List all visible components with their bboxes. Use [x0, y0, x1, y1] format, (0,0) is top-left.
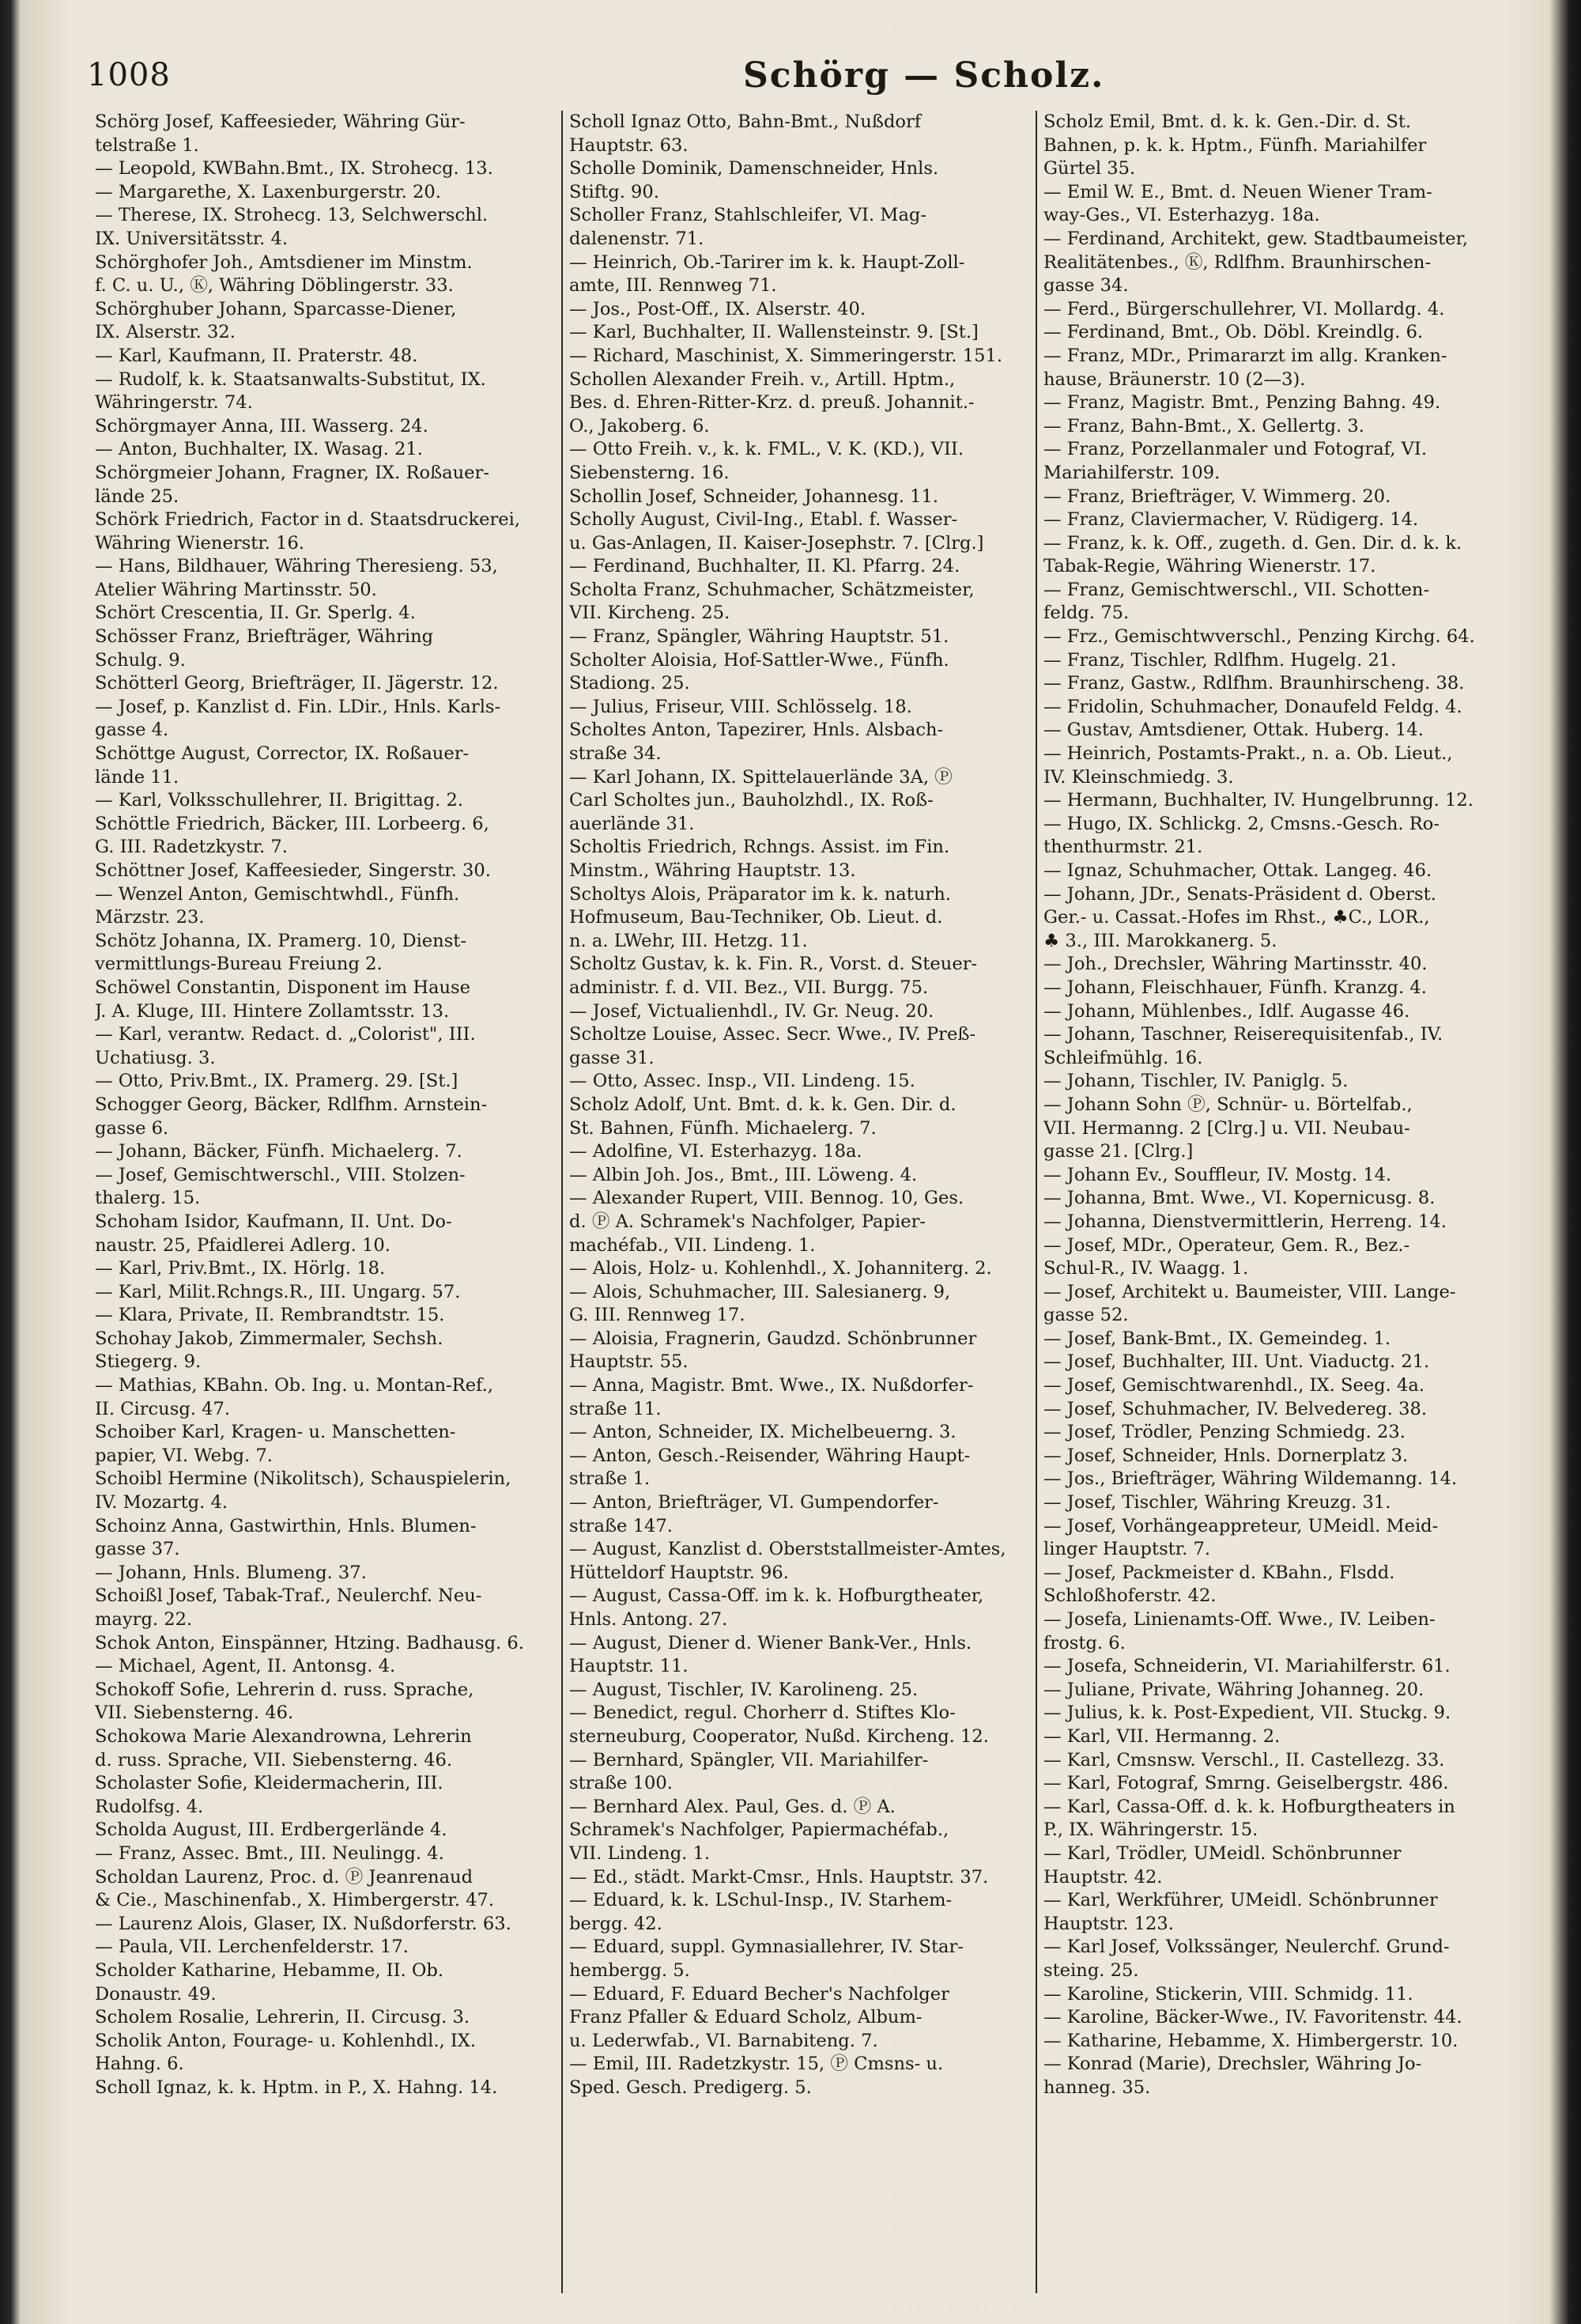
entry-line: — Karl, Priv.Bmt., IX. Hörlg. 18.	[95, 1258, 386, 1279]
entry-line: — Bernhard Alex. Paul, Ges. d. Ⓟ A.	[569, 1796, 896, 1817]
entry-line: Scholtz Gustav, k. k. Fin. R., Vorst. d. Steuer-	[569, 954, 978, 975]
entry-line: Schleifmühlg. 16.	[1043, 1047, 1203, 1068]
entry-line: Schollin Josef, Schneider, Johannesg. 11.	[569, 486, 939, 507]
entry-line: VII. Lindeng. 1.	[569, 1842, 711, 1864]
entry-line: — Karl, Kaufmann, II. Praterstr. 48.	[95, 345, 418, 366]
entry-line: — Franz, Gastw., Rdlfhm. Braunhirscheng. 38.	[1043, 673, 1465, 694]
entry-line: — August, Diener d. Wiener Bank-Ver., Hnls.	[569, 1632, 972, 1653]
entry-line: Hauptstr. 63.	[569, 134, 689, 156]
entry-line: — Josef, Schuhmacher, IV. Belvedereg. 38.	[1043, 1398, 1428, 1419]
entry-line: Scholik Anton, Fourage- u. Kohlenhdl., IX.	[95, 2030, 477, 2051]
entry-line: IV. Mozartg. 4.	[95, 1492, 228, 1513]
entry-line: ♣ 3., III. Marokkanerg. 5.	[1043, 930, 1277, 951]
entry-line: — Josef, Trödler, Penzing Schmiedg. 23.	[1043, 1422, 1406, 1443]
entry-line: — Josef, Architekt u. Baumeister, VIII. Lange-	[1043, 1281, 1456, 1302]
entry-line: Scholda August, III. Erdbergerlände 4.	[95, 1820, 447, 1841]
entry-line: steing. 25.	[1043, 1959, 1139, 1981]
entry-line: Atelier Währing Martinsstr. 50.	[95, 579, 377, 600]
entry-line: — Anton, Schneider, IX. Michelbeuerng. 3.	[569, 1422, 957, 1443]
entry-line: — Franz, Assec. Bmt., III. Neulingg. 4.	[95, 1842, 444, 1864]
entry-line: straße 11.	[569, 1398, 662, 1419]
entry-line: u. Lederwfab., VI. Barnabiteng. 7.	[569, 2030, 878, 2051]
entry-line: Schoinz Anna, Gastwirthin, Hnls. Blumen-	[95, 1515, 477, 1536]
entry-line: bergg. 42.	[569, 1913, 662, 1934]
entry-line: Scholtze Louise, Assec. Secr. Wwe., IV. Preß-	[569, 1024, 976, 1045]
entry-line: Schöttner Josef, Kaffeesieder, Singerstr. 30.	[95, 860, 491, 881]
entry-line: Schogger Georg, Bäcker, Rdlfhm. Arnstein-	[95, 1094, 488, 1115]
entry-line: straße 100.	[569, 1773, 673, 1794]
entry-line: — Frz., Gemischtwverschl., Penzing Kirchg. 64.	[1043, 626, 1475, 648]
entry-line: — Eduard, k. k. LSchul-Insp., IV. Starhem-	[569, 1890, 953, 1911]
entry-line: — Karl, VII. Hermanng. 2.	[1043, 1725, 1281, 1747]
entry-line: f. C. u. U., Ⓚ, Währing Döblingerstr. 33.	[95, 275, 454, 297]
entry-line: Schoiber Karl, Kragen- u. Manschetten-	[95, 1422, 456, 1443]
entry-line: Schoibl Hermine (Nikolitsch), Schauspielerin,	[95, 1468, 511, 1490]
entry-line: — Ferdinand, Buchhalter, II. Kl. Pfarrg. 24.	[569, 556, 960, 577]
entry-line: Scholaster Sofie, Kleidermacherin, III.	[95, 1773, 443, 1794]
entry-line: Hütteldorf Hauptstr. 96.	[569, 1562, 789, 1583]
entry-line: — August, Kanzlist d. Oberststallmeister-Amtes,	[569, 1539, 1006, 1560]
entry-line: — Julius, k. k. Post-Expedient, VII. Stuckg. 9.	[1043, 1702, 1451, 1724]
running-head: Schörg — Scholz.	[743, 55, 1105, 96]
entry-line: — Anton, Buchhalter, IX. Wasag. 21.	[95, 439, 423, 460]
entry-line: vermittlungs-Bureau Freiung 2.	[95, 954, 383, 975]
entry-line: — Josef, Buchhalter, III. Unt. Viaductg. 21.	[1043, 1351, 1430, 1373]
entry-line: — Karl, Volksschullehrer, II. Brigittag. 2.	[95, 790, 463, 811]
entry-line: — Franz, Bahn-Bmt., X. Gellertg. 3.	[1043, 415, 1364, 436]
entry-line: telstraße 1.	[95, 134, 199, 156]
entry-line: G. III. Rennweg 17.	[569, 1305, 745, 1326]
entry-line: Tabak-Regie, Währing Wienerstr. 17.	[1043, 556, 1376, 577]
entry-line: II. Circusg. 47.	[95, 1398, 231, 1419]
entry-line: — Karl, Trödler, UMeidl. Schönbrunner	[1043, 1842, 1402, 1864]
entry-line: Stiftg. 90.	[569, 181, 659, 202]
entry-line: dalenenstr. 71.	[569, 228, 704, 249]
entry-line: Scholter Aloisia, Hof-Sattler-Wwe., Fünfh.	[569, 649, 949, 671]
entry-line: — August, Tischler, IV. Karolineng. 25.	[569, 1679, 919, 1700]
entry-line: — Therese, IX. Strohecg. 13, Selchwerschl.	[95, 205, 489, 226]
entry-line: Minstm., Währing Hauptstr. 13.	[569, 860, 856, 881]
entry-line: — Margarethe, X. Laxenburgerstr. 20.	[95, 181, 441, 202]
entry-line: G. III. Radetzkystr. 7.	[95, 837, 288, 858]
entry-line: — Anton, Gesch.-Reisender, Währing Haupt-	[569, 1445, 971, 1466]
entry-line: lände 11.	[95, 766, 179, 788]
entry-line: Hauptstr. 123.	[1043, 1913, 1174, 1934]
entry-line: Siebensterng. 16.	[569, 462, 730, 483]
entry-line: — Johann Sohn Ⓟ, Schnür- u. Börtelfab.,	[1043, 1094, 1413, 1115]
entry-line: Scholly August, Civil-Ing., Etabl. f. Wasser-	[569, 509, 958, 531]
entry-line: Gürtel 35.	[1043, 158, 1136, 179]
entry-line: — Karoline, Bäcker-Wwe., IV. Favoritenstr. 44.	[1043, 2007, 1462, 2028]
entry-line: — Karl, Cmsnsw. Verschl., II. Castellezg. 33.	[1043, 1749, 1445, 1770]
entry-line: P., IX. Währingerstr. 15.	[1043, 1820, 1258, 1841]
entry-line: Mariahilferstr. 109.	[1043, 462, 1221, 483]
entry-line: — Leopold, KWBahn.Bmt., IX. Strohecg. 13.	[95, 158, 493, 179]
entry-line: papier, VI. Webg. 7.	[95, 1445, 273, 1466]
entry-line: u. Gas-Anlagen, II. Kaiser-Josephstr. 7. [Clrg.]	[569, 532, 984, 554]
entry-line: — Johann, Taschner, Reiserequisitenfab., IV.	[1043, 1024, 1443, 1045]
entry-line: Carl Scholtes jun., Bauholzhdl., IX. Roß-	[569, 790, 934, 811]
entry-line: — Richard, Maschinist, X. Simmeringerstr. 151.	[569, 345, 1003, 366]
entry-line: Scholl Ignaz, k. k. Hptm. in P., X. Hahng. 14.	[95, 2076, 498, 2098]
entry-line: — Josef, Tischler, Währing Kreuzg. 31.	[1043, 1492, 1391, 1513]
entry-line: Stadiong. 25.	[569, 673, 690, 694]
entry-line: Scholder Katharine, Hebamme, II. Ob.	[95, 1959, 444, 1981]
entry-line: Schörgmayer Anna, III. Wasserg. 24.	[95, 415, 428, 436]
entry-line: — Johann Ev., Souffleur, IV. Mostg. 14.	[1043, 1164, 1392, 1185]
entry-line: Bahnen, p. k. k. Hptm., Fünfh. Mariahilfer	[1043, 134, 1427, 156]
entry-line: — Josef, Schneider, Hnls. Dornerplatz 3.	[1043, 1445, 1409, 1466]
entry-line: — Albin Joh. Jos., Bmt., III. Löweng. 4.	[569, 1164, 918, 1185]
entry-line: Schoißl Josef, Tabak-Traf., Neulerchf. Neu-	[95, 1585, 482, 1607]
entry-line: auerlände 31.	[569, 813, 695, 834]
entry-line: thenthurmstr. 21.	[1043, 837, 1203, 858]
entry-line: — Joh., Drechsler, Währing Martinsstr. 40.	[1043, 954, 1428, 975]
entry-line: — Alois, Holz- u. Kohlenhdl., X. Johanniterg. 2.	[569, 1258, 992, 1279]
entry-line: Hofmuseum, Bau-Techniker, Ob. Lieut. d.	[569, 907, 943, 928]
column-left	[89, 111, 563, 2293]
entry-line: Schörgmeier Johann, Fragner, IX. Roßauer-	[95, 462, 489, 483]
entry-line: Donaustr. 49.	[95, 1983, 217, 2005]
entry-line: feldg. 75.	[1043, 603, 1130, 624]
entry-line: gasse 6.	[95, 1117, 169, 1139]
entry-line: Scholtys Alois, Präparator im k. k. naturh.	[569, 883, 951, 905]
entry-line: — Otto Freih. v., k. k. FML., V. K. (KD.), VII.	[569, 439, 964, 460]
entry-line: Ger.- u. Cassat.-Hofes im Rhst., ♣C., LOR.,	[1043, 907, 1430, 928]
entry-line: — Josef, Packmeister d. KBahn., Flsdd.	[1043, 1562, 1395, 1583]
entry-line: — Franz, Porzellanmaler und Fotograf, VI.	[1043, 439, 1428, 460]
entry-line: Schokoff Sofie, Lehrerin d. russ. Sprache,	[95, 1679, 474, 1700]
entry-line: sterneuburg, Cooperator, Nußd. Kircheng. 12.	[569, 1725, 989, 1747]
entry-line: — Franz, Spängler, Währing Hauptstr. 51.	[569, 626, 949, 648]
entry-line: — Josefa, Schneiderin, VI. Mariahilferstr. 61.	[1043, 1656, 1451, 1677]
entry-line: IV. Kleinschmiedg. 3.	[1043, 766, 1234, 788]
entry-line: Scholz Adolf, Unt. Bmt. d. k. k. Gen. Dir. d.	[569, 1094, 957, 1115]
entry-line: — Alois, Schuhmacher, III. Salesianerg. 9,	[569, 1281, 951, 1302]
column-middle	[563, 111, 1037, 2293]
entry-line: — Anton, Briefträger, VI. Gumpendorfer-	[569, 1492, 939, 1513]
entry-line: — Klara, Private, II. Rembrandtstr. 15.	[95, 1305, 445, 1326]
entry-line: thalerg. 15.	[95, 1188, 201, 1209]
entry-line: — Heinrich, Postamts-Prakt., n. a. Ob. Lieut.,	[1043, 743, 1453, 765]
entry-line: — Hermann, Buchhalter, IV. Hungelbrunng. 12.	[1043, 790, 1473, 811]
entry-line: — Johann, JDr., Senats-Präsident d. Oberst.	[1043, 883, 1436, 905]
entry-line: — Karl, Fotograf, Smrng. Geiselbergstr. 486.	[1043, 1773, 1449, 1794]
entry-line: — Hugo, IX. Schlickg. 2, Cmsns.-Gesch. Ro-	[1043, 813, 1440, 834]
entry-line: Schötterl Georg, Briefträger, II. Jägerstr. 12.	[95, 673, 499, 694]
entry-line: Hnls. Antong. 27.	[569, 1609, 728, 1630]
entry-line: gasse 4.	[95, 720, 169, 741]
entry-line: — Johanna, Dienstvermittlerin, Herreng. 14.	[1043, 1211, 1447, 1232]
entry-line: — August, Cassa-Off. im k. k. Hofburgtheater,	[569, 1585, 984, 1607]
entry-line: Schulg. 9.	[95, 649, 186, 671]
entry-line: St. Bahnen, Fünfh. Michaelerg. 7.	[569, 1117, 877, 1139]
entry-line: — Mathias, KBahn. Ob. Ing. u. Montan-Ref.,	[95, 1375, 493, 1396]
entry-line: Scholtis Friedrich, Rchngs. Assist. im Fin.	[569, 837, 950, 858]
column-right	[1037, 111, 1511, 2293]
entry-line: gasse 34.	[1043, 275, 1129, 297]
entry-line: Währingerstr. 74.	[95, 392, 253, 414]
entry-line: — Josef, Victualienhdl., IV. Gr. Neug. 20.	[569, 1000, 934, 1022]
entry-line: way-Ges., VI. Esterhazyg. 18a.	[1043, 205, 1320, 226]
entry-line: Stiegerg. 9.	[95, 1351, 202, 1373]
entry-line: — Johann, Mühlenbes., Idlf. Augasse 46.	[1043, 1000, 1410, 1022]
entry-line: Uchatiusg. 3.	[95, 1047, 216, 1068]
entry-line: Schollen Alexander Freih. v., Artill. Hptm.,	[569, 368, 956, 390]
entry-line: naustr. 25, Pfaidlerei Adlerg. 10.	[95, 1234, 391, 1256]
entry-line: — Emil, III. Radetzkystr. 15, Ⓟ Cmsns- u.	[569, 2054, 944, 2075]
entry-line: straße 147.	[569, 1515, 673, 1536]
entry-line: Scholl Ignaz Otto, Bahn-Bmt., Nußdorf	[569, 111, 922, 132]
directory-columns	[89, 111, 1511, 2293]
entry-line: Schöttle Friedrich, Bäcker, III. Lorbeerg. 6,	[95, 813, 489, 834]
entry-line: frostg. 6.	[1043, 1632, 1126, 1653]
entry-line: — Johann, Bäcker, Fünfh. Michaelerg. 7.	[95, 1141, 462, 1162]
entry-line: gasse 31.	[569, 1047, 655, 1068]
entry-line: — Ferd., Bürgerschullehrer, VI. Mollardg. 4.	[1043, 298, 1445, 319]
entry-line: — Juliane, Private, Währing Johanneg. 20.	[1043, 1679, 1424, 1700]
entry-line: — Karl, Milit.Rchngs.R., III. Ungarg. 57.	[95, 1281, 461, 1302]
entry-line: — Otto, Assec. Insp., VII. Lindeng. 15.	[569, 1071, 915, 1092]
entry-line: Währing Wienerstr. 16.	[95, 532, 304, 554]
entry-line: Hahng. 6.	[95, 2054, 184, 2075]
entry-line: Scholta Franz, Schuhmacher, Schätzmeister,	[569, 579, 975, 600]
entry-line: — Fridolin, Schuhmacher, Donaufeld Feldg. 4.	[1043, 696, 1462, 717]
entry-line: — Karl Johann, IX. Spittelauerlände 3A, Ⓟ	[569, 766, 953, 788]
entry-line: VII. Kircheng. 25.	[569, 603, 730, 624]
entry-line: — Karl, Buchhalter, II. Wallensteinstr. 9. [St.]	[569, 322, 979, 343]
entry-line: — Johann, Fleischhauer, Fünfh. Kranzg. 4.	[1043, 977, 1427, 998]
entry-line: — Karl, Werkführer, UMeidl. Schönbrunner	[1043, 1890, 1438, 1911]
entry-line: hembergg. 5.	[569, 1959, 690, 1981]
entry-line: hause, Bräunerstr. 10 (2—3).	[1043, 368, 1306, 390]
page-number: 1008	[87, 57, 171, 93]
entry-line: — Johann, Hnls. Blumeng. 37.	[95, 1562, 367, 1583]
entry-line: mayrg. 22.	[95, 1609, 193, 1630]
entry-line: — Konrad (Marie), Drechsler, Währing Jo-	[1043, 2054, 1422, 2075]
entry-line: — Eduard, suppl. Gymnasiallehrer, IV. Star-	[569, 1937, 964, 1958]
entry-line: Schok Anton, Einspänner, Htzing. Badhausg. 6.	[95, 1632, 524, 1653]
entry-line: straße 34.	[569, 743, 662, 765]
entry-line: gasse 52.	[1043, 1305, 1129, 1326]
entry-line: lände 25.	[95, 486, 179, 507]
entry-line: — Karl, Cassa-Off. d. k. k. Hofburgtheaters in	[1043, 1796, 1455, 1817]
entry-line: — Bernhard, Spängler, VII. Mariahilfer-	[569, 1749, 929, 1770]
entry-line: Schörg Josef, Kaffeesieder, Währing Gür-	[95, 111, 466, 132]
entry-line: — Karl Josef, Volkssänger, Neulerchf. Grund-	[1043, 1937, 1450, 1958]
entry-line: — Josef, Gemischtwarenhdl., IX. Seeg. 4a.	[1043, 1375, 1425, 1396]
entry-line: Scholz Emil, Bmt. d. k. k. Gen.-Dir. d. St.	[1043, 111, 1412, 132]
page-header	[87, 49, 1510, 104]
entry-line: Schötz Johanna, IX. Pramerg. 10, Dienst-	[95, 930, 467, 951]
entry-line: — Jos., Post-Off., IX. Alserstr. 40.	[569, 298, 866, 319]
entry-line: — Julius, Friseur, VIII. Schlösselg. 18.	[569, 696, 912, 717]
entry-line: Franz Pfaller & Eduard Scholz, Album-	[569, 2007, 923, 2028]
entry-line: — Gustav, Amtsdiener, Ottak. Huberg. 14.	[1043, 720, 1424, 741]
entry-line: — Wenzel Anton, Gemischtwhdl., Fünfh.	[95, 883, 460, 905]
entry-line: — Hans, Bildhauer, Währing Theresieng. 53,	[95, 556, 498, 577]
entry-line: gasse 37.	[95, 1539, 180, 1560]
entry-line: Märzstr. 23.	[95, 907, 205, 928]
entry-line: IX. Universitätsstr. 4.	[95, 228, 289, 249]
entry-line: VII. Hermanng. 2 [Clrg.] u. VII. Neubau-	[1043, 1117, 1410, 1139]
entry-line: Schloßhoferstr. 42.	[1043, 1585, 1217, 1607]
entry-line: — Jos., Briefträger, Währing Wildemanng. 14.	[1043, 1468, 1458, 1490]
entry-line: — Josef, Bank-Bmt., IX. Gemeindeg. 1.	[1043, 1328, 1391, 1349]
entry-line: — Franz, k. k. Off., zugeth. d. Gen. Dir. d. k. k.	[1043, 532, 1462, 554]
entry-line: — Anna, Magistr. Bmt. Wwe., IX. Nußdorfer-	[569, 1375, 974, 1396]
entry-line: Scholler Franz, Stahlschleifer, VI. Mag-	[569, 205, 927, 226]
entry-line: Sped. Gesch. Predigerg. 5.	[569, 2076, 812, 2098]
entry-line: — Franz, Gemischtwerschl., VII. Schotten-	[1043, 579, 1430, 600]
entry-line: Schörk Friedrich, Factor in d. Staatsdruckerei,	[95, 509, 521, 531]
entry-line: — Ignaz, Schuhmacher, Ottak. Langeg. 46.	[1043, 860, 1432, 881]
entry-line: Schösser Franz, Briefträger, Währing	[95, 626, 434, 648]
entry-line: — Laurenz Alois, Glaser, IX. Nußdorferstr. 63.	[95, 1913, 511, 1934]
entry-line: Rudolfsg. 4.	[95, 1796, 204, 1817]
entry-line: d. Ⓟ A. Schramek's Nachfolger, Papier-	[569, 1211, 926, 1232]
entry-line: Schöttge August, Corrector, IX. Roßauer-	[95, 743, 470, 765]
entry-line: — Heinrich, Ob.-Tarirer im k. k. Haupt-Zoll-	[569, 251, 965, 273]
entry-line: Scholem Rosalie, Lehrerin, II. Circusg. 3.	[95, 2007, 470, 2028]
entry-line: — Ed., städt. Markt-Cmsr., Hnls. Hauptstr. 37.	[569, 1866, 989, 1888]
entry-line: Realitätenbes., Ⓚ, Rdlfhm. Braunhirschen-	[1043, 251, 1432, 273]
entry-line: linger Hauptstr. 7.	[1043, 1539, 1210, 1560]
entry-line: — Aloisia, Fragnerin, Gaudzd. Schönbrunner	[569, 1328, 977, 1349]
entry-line: Hauptstr. 42.	[1043, 1866, 1163, 1888]
entry-line: Schört Crescentia, II. Gr. Sperlg. 4.	[95, 603, 416, 624]
entry-line: — Josef, p. Kanzlist d. Fin. LDir., Hnls. Karls-	[95, 696, 501, 717]
entry-line: — Paula, VII. Lerchenfelderstr. 17.	[95, 1937, 409, 1958]
entry-line: Bes. d. Ehren-Ritter-Krz. d. preuß. Johannit.-	[569, 392, 975, 414]
entry-line: Schörghuber Johann, Sparcasse-Diener,	[95, 298, 457, 319]
entry-line: Schramek's Nachfolger, Papiermachéfab.,	[569, 1820, 949, 1841]
entry-line: Schoham Isidor, Kaufmann, II. Unt. Do-	[95, 1211, 452, 1232]
entry-line: Scholtes Anton, Tapezirer, Hnls. Alsbach-	[569, 720, 944, 741]
entry-line: VII. Siebensterng. 46.	[95, 1702, 294, 1724]
entry-line: — Ferdinand, Architekt, gew. Stadtbaumeister,	[1043, 228, 1469, 249]
entry-line: n. a. LWehr, III. Hetzg. 11.	[569, 930, 808, 951]
entry-line: administr. f. d. VII. Bez., VII. Burgg. 75.	[569, 977, 929, 998]
entry-line: machéfab., VII. Lindeng. 1.	[569, 1234, 816, 1256]
entry-line: — Emil W. E., Bmt. d. Neuen Wiener Tram-	[1043, 181, 1432, 202]
entry-line: — Eduard, F. Eduard Becher's Nachfolger	[569, 1983, 949, 2005]
entry-line: & Cie., Maschinenfab., X. Himbergerstr. 47.	[95, 1890, 495, 1911]
entry-line: — Franz, Claviermacher, V. Rüdigerg. 14.	[1043, 509, 1419, 531]
entry-line: Scholdan Laurenz, Proc. d. Ⓟ Jeanrenaud	[95, 1866, 474, 1888]
entry-line: Schohay Jakob, Zimmermaler, Sechsh.	[95, 1328, 443, 1349]
entry-line: — Johanna, Bmt. Wwe., VI. Kopernicusg. 8.	[1043, 1188, 1436, 1209]
entry-line: — Rudolf, k. k. Staatsanwalts-Substitut, IX.	[95, 368, 486, 390]
entry-line: Scholle Dominik, Damenschneider, Hnls.	[569, 158, 939, 179]
entry-line: hanneg. 35.	[1043, 2076, 1151, 2098]
entry-line: — Josefa, Linienamts-Off. Wwe., IV. Leiben-	[1043, 1609, 1436, 1630]
entry-line: Schul-R., IV. Waagg. 1.	[1043, 1258, 1249, 1279]
entry-line: straße 1.	[569, 1468, 651, 1490]
entry-line: — Josef, MDr., Operateur, Gem. R., Bez.-	[1043, 1234, 1410, 1256]
entry-line: — Benedict, regul. Chorherr d. Stiftes Klo-	[569, 1702, 956, 1724]
entry-line: — Michael, Agent, II. Antonsg. 4.	[95, 1656, 396, 1677]
entry-line: Hauptstr. 11.	[569, 1656, 689, 1677]
entry-line: — Franz, MDr., Primararzt im allg. Kranken-	[1043, 345, 1447, 366]
entry-line: — Franz, Tischler, Rdlfhm. Hugelg. 21.	[1043, 649, 1397, 671]
entry-line: Schörghofer Joh., Amtsdiener im Minstm.	[95, 251, 473, 273]
entry-line: — Karoline, Stickerin, VIII. Schmidg. 11.	[1043, 1983, 1413, 2005]
entry-line: Schöwel Constantin, Disponent im Hause	[95, 977, 471, 998]
entry-line: Schokowa Marie Alexandrowna, Lehrerin	[95, 1725, 472, 1747]
entry-line: d. russ. Sprache, VII. Siebensterng. 46.	[95, 1749, 453, 1770]
entry-line: — Franz, Magistr. Bmt., Penzing Bahng. 49.	[1043, 392, 1441, 414]
entry-line: — Franz, Briefträger, V. Wimmerg. 20.	[1043, 486, 1391, 507]
entry-line: J. A. Kluge, III. Hintere Zollamtsstr. 13.	[95, 1000, 450, 1022]
entry-line: amte, III. Rennweg 71.	[569, 275, 777, 297]
entry-line: — Karl, verantw. Redact. d. „Colorist", III.	[95, 1024, 476, 1045]
entry-line: — Otto, Priv.Bmt., IX. Pramerg. 29. [St.]	[95, 1071, 458, 1092]
entry-line: — Adolfine, VI. Esterhazyg. 18a.	[569, 1141, 862, 1162]
entry-line: — Ferdinand, Bmt., Ob. Döbl. Kreindlg. 6.	[1043, 322, 1424, 343]
entry-line: — Johann, Tischler, IV. Paniglg. 5.	[1043, 1071, 1349, 1092]
entry-line: — Josef, Gemischtwerschl., VIII. Stolzen-	[95, 1164, 466, 1185]
entry-line: IX. Alserstr. 32.	[95, 322, 236, 343]
entry-line: — Josef, Vorhängeappreteur, UMeidl. Meid-	[1043, 1515, 1439, 1536]
entry-line: Hauptstr. 55.	[569, 1351, 689, 1373]
entry-line: gasse 21. [Clrg.]	[1043, 1141, 1194, 1162]
entry-line: — Alexander Rupert, VIII. Bennog. 10, Ges.	[569, 1188, 964, 1209]
entry-line: O., Jakoberg. 6.	[569, 415, 710, 436]
entry-line: — Katharine, Hebamme, X. Himbergerstr. 10.	[1043, 2030, 1458, 2051]
